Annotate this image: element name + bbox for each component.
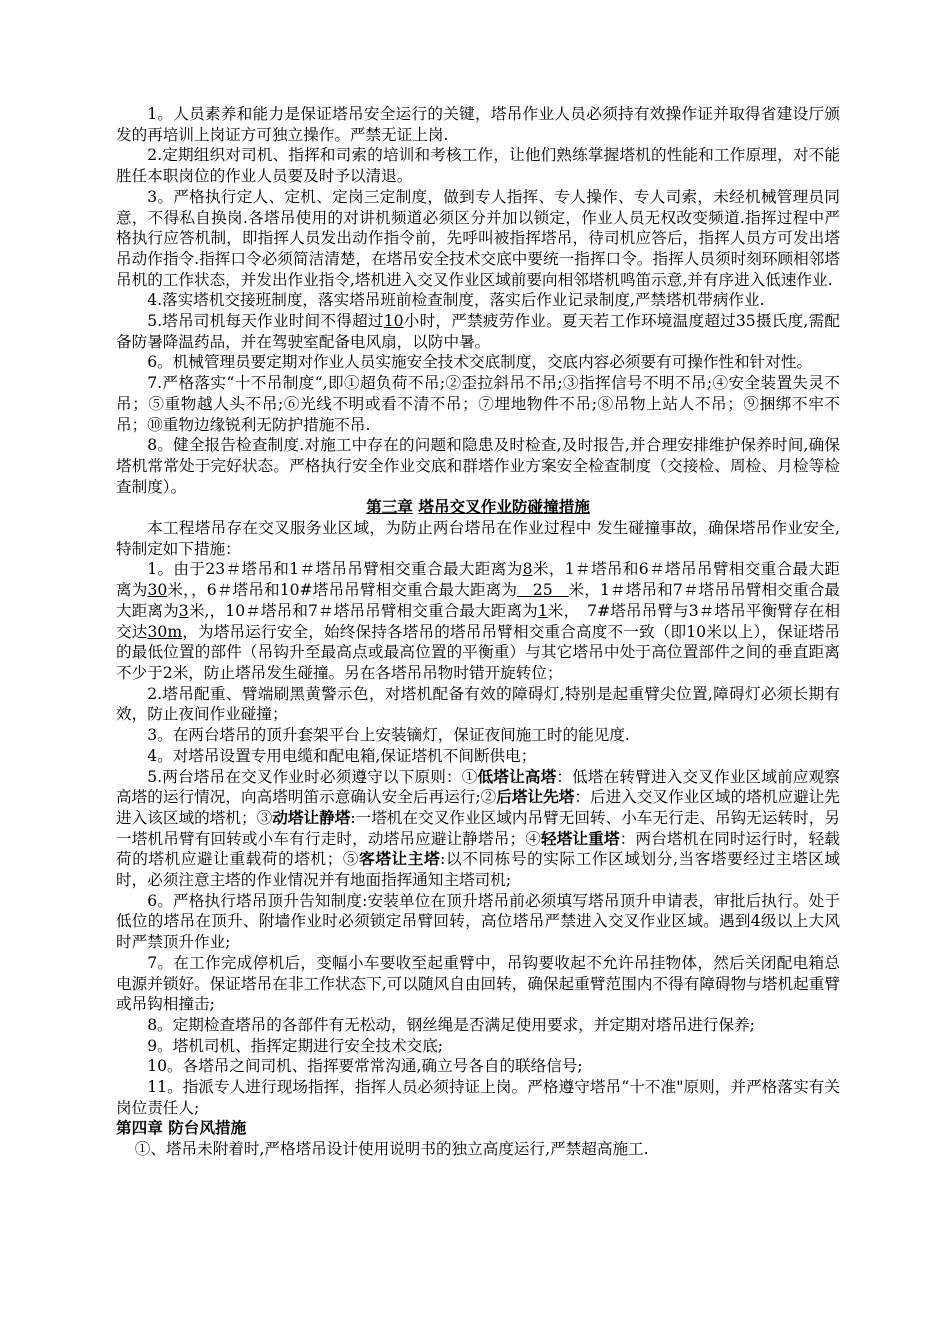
- paragraph-5: [116, 311, 840, 352]
- paragraph-1: 1。人员素养和能力是保证塔吊安全运行的关键，塔吊作业人员必须持有效操作证并取得省建设厅颁发的再培训上岗证方可独立操作。严禁无证上岗.: [116, 105, 840, 144]
- text-span: 5.塔吊司机每天作业时间不得超过: [147, 312, 384, 331]
- measure-9: 9。塔机司机、指挥定期进行安全技术交底;: [147, 1036, 444, 1055]
- text-span: ，为塔吊运行安全，始终保持各塔吊的塔吊吊臂相交重合高度不一致（即10米以上），保证塔吊的最低位置的部件（吊钩升至最高点或最高位置的平衡重）与其它塔吊中处于高位置部件之间的垂直距离不少于2米，防止塔吊发生碰撞。另在各塔吊吊物时错开旋转位；: [116, 622, 840, 682]
- chapter-3-intro: 本工程塔吊存在交叉服务业区域，为防止两台塔吊在作业过程中 发生碰撞事故，确保塔吊作业安全,特制定如下措施：: [116, 519, 840, 558]
- text-span: :以不同栋号的实际工作区域划分,当客塔要经过主塔区域时，必须注意主塔的作业情况并有地面指挥通知主塔司机;: [116, 850, 840, 890]
- underlined-value: 1: [537, 601, 548, 620]
- measure-1: [116, 559, 840, 683]
- text-span: 米，1＃塔吊和6＃塔吊吊臂相交重合最大距离为: [116, 560, 841, 600]
- text-span: ：后进入交叉作业区域的塔机应避让先进入该区域的塔机；③: [116, 788, 840, 827]
- underlined-value: 10: [383, 312, 404, 331]
- measure-6: 6。严格执行塔吊顶升告知制度:安装单位在顶升塔吊前必须填写塔吊顶升申请表，审批后执行。处于低位的塔吊在顶升、附墙作业时必须锁定吊臂回转，高位塔吊严禁进入交叉作业区域。遇到4级以上大风时严禁顶升作业;: [116, 891, 840, 952]
- chapter-3-heading: [116, 497, 840, 518]
- measure-11: 11。指派专人进行现场指挥，指挥人员必须持证上岗。严格遵守塔吊“十不准"原则，并严格落实有关岗位责任人;: [116, 1078, 840, 1117]
- measure-8: 8。定期检查塔吊的各部件有无松动，钢丝绳是否满足使用要求，并定期对塔吊进行保养;: [147, 1015, 755, 1034]
- measure-4: 4。对塔吊设置专用电缆和配电箱,保证塔机不间断供电；: [147, 746, 537, 765]
- measure-7: 7。在工作完成停机后，变幅小车要收至起重臂中，吊钩要收起不允许吊挂物体，然后关闭配电箱总电源并锁好。保证塔吊在非工作状态下,可以随风自由回转，确保起重臂范围内不得有障碍物与塔机起重臂或吊钩相撞击;: [116, 953, 840, 1014]
- underlined-value: 30: [147, 581, 168, 600]
- underlined-value: 25: [517, 581, 569, 600]
- paragraph-8: 8。健全报告检查制度.对施工中存在的问题和隐患及时检查,及时报告,并合理安排维护保养时间,确保塔机常常处于完好状态。严格执行安全作业交底和群塔作业方案安全检查制度（交接检、周检、月检等检查制度）。: [116, 436, 840, 496]
- bold-rule: 轻塔让重塔: [541, 829, 620, 848]
- underlined-value: 8: [522, 560, 533, 579]
- text-span: 米， 7#塔吊吊臂与3＃塔吊平衡臂存在相交达: [116, 601, 840, 641]
- text-span: 米,，10＃塔吊和7＃塔吊吊臂相交重合最大距离为: [188, 601, 538, 620]
- chapter-4-heading: 第四章 防台风措施: [116, 1119, 247, 1138]
- measure-10: 10。各塔吊之间司机、指挥要常常沟通,确立号各自的联络信号;: [147, 1057, 583, 1076]
- document-page: [116, 104, 840, 1160]
- underlined-value: 30m: [147, 622, 183, 641]
- measure-5: [116, 767, 840, 891]
- text-span: 5.两台塔吊在交叉作业时必须遵守以下原则：①: [147, 767, 478, 786]
- paragraph-2: 2.定期组织对司机、指挥和司索的培训和考核工作，让他们熟练掌握塔机的性能和工作原理，对不能胜任本职岗位的作业人员要及时予以清退。: [116, 146, 840, 186]
- measure-2: 2.塔吊配重、臂端刷黑黄警示色，对塔机配备有效的障碍灯,特别是起重臂尖位置,障碍灯必须长期有效，防止夜间作业碰撞；: [116, 684, 840, 724]
- text-span: 米，1＃塔吊和7＃塔吊吊臂相交重合最大距离为: [116, 581, 841, 620]
- text-span: ：两台塔机在同时运行时，轻载荷的塔机应避让重载荷的塔机；⑤: [116, 829, 840, 869]
- bold-rule: 低塔让高塔: [477, 767, 557, 786]
- text-span: 米，，6＃塔吊和10#塔吊吊臂相交重合最大距离为: [167, 581, 518, 600]
- paragraph-4: 4.落实塔机交接班制度，落实塔吊班前检查制度，落实后作业记录制度,严禁塔机带病作业.: [147, 291, 765, 310]
- chapter-3-number: 第三章: [366, 497, 413, 517]
- underlined-value: 3: [178, 601, 189, 620]
- bold-rule: 客塔让主塔: [359, 850, 441, 869]
- paragraph-6: 6。机械管理员要定期对作业人员实施安全技术交底制度，交底内容必须要有可操作性和针对性。: [147, 353, 813, 372]
- bold-rule: 动塔让静塔: [272, 808, 351, 827]
- text-span: ：低塔在转臂进入交叉作业区域前应观察高塔的运行情况，向高塔明笛示意确认安全后再运行;②: [116, 767, 840, 807]
- text-span: 1。由于23＃塔吊和1＃塔吊吊臂相交重合最大距离为: [147, 560, 523, 579]
- typhoon-measure-1: ①、塔吊未附着时,严格塔吊设计使用说明书的独立高度运行,严禁超高施工.: [134, 1140, 649, 1159]
- text-span: 小时，严禁疲劳作业。夏天若工作环境温度超过35摄氏度,需配备防暑降温药品，并在驾驶室配备电风扇，以防中暑。: [116, 312, 840, 351]
- paragraph-7: 7.严格落实“十不吊制度“,即①超负荷不吊;②歪拉斜吊不吊;③指挥信号不明不吊;④安全装置失灵不吊；⑤重物越人头不吊;⑥光线不明或看不清不吊；⑦埋地物件不吊;⑧吊物上站人不吊；⑨捆绑不牢不吊；⑩重物边缘锐利无防护措施不吊.: [116, 374, 840, 434]
- bold-rule: 后塔让先塔: [496, 788, 575, 807]
- chapter-3-title: 塔吊交叉作业防碰撞措施: [418, 497, 590, 517]
- measure-3: 3。在两台塔吊的顶升套架平台上安装镝灯，保证夜间施工时的能见度.: [147, 726, 630, 745]
- paragraph-3: 3。严格执行定人、定机、定岗三定制度，做到专人指挥、专人操作、专人司索，未经机械管理员同意，不得私自换岗.各塔吊使用的对讲机频道必须区分并加以锁定，作业人员无权改变频道.指挥过程中严格执行应答机制，即指挥人员发出动作指令前，先呼叫被指挥塔吊，待司机应答后，指挥人员方可发出塔吊动作指令.指挥口令必须简洁清楚，在塔吊安全技术交底中要统一指挥口令。指挥人员须时刻环顾相邻塔吊机的工作状态，并发出作业指令,塔机进入交叉作业区域前要向相邻塔机鸣笛示意,并有序进入低速作业.: [116, 187, 840, 289]
- text-span: :一塔机在交叉作业区域内吊臂无回转、小车无行走、吊钩无运转时，另一塔机吊臂有回转或小车有行走时，动塔吊应避让静塔吊；④: [116, 808, 840, 848]
